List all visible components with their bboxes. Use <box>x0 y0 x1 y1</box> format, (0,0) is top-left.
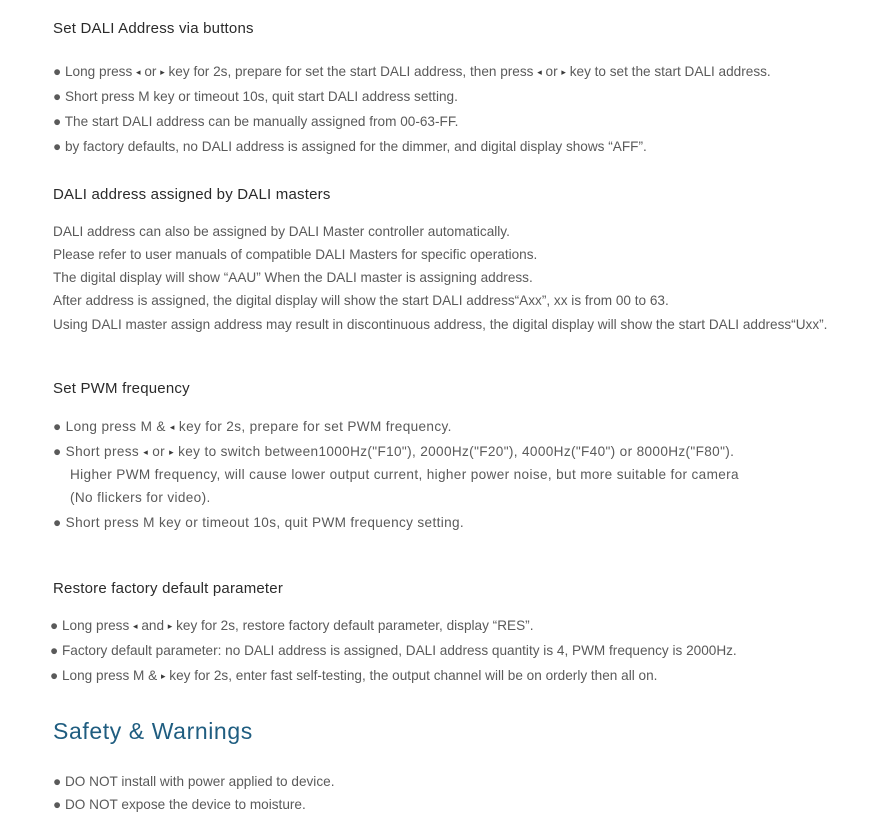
dali-masters-line-2: Please refer to user manuals of compatible DALI Masters for specific operations. <box>53 247 538 262</box>
dali-buttons-bullet-2: ● Short press M key or timeout 10s, quit start DALI address setting. <box>53 89 458 104</box>
dali-masters-line-1: DALI address can also be assigned by DALI Master controller automatically. <box>53 224 510 239</box>
dali-buttons-bullet-4: ● by factory defaults, no DALI address is assigned for the dimmer, and digital display shows “AFF”. <box>53 139 647 154</box>
heading-pwm: Set PWM frequency <box>53 380 190 397</box>
left-arrow-icon: ◂ <box>537 67 542 77</box>
right-arrow-icon: ▸ <box>167 621 173 631</box>
pwm-bullet-3: ● Short press M key or timeout 10s, quit PWM frequency setting. <box>53 515 465 530</box>
restore-bullet-1: ● Long press ◂ and ▸ key for 2s, restore factory default parameter, display “RES”. <box>50 618 534 633</box>
right-arrow-icon: ▸ <box>160 671 166 681</box>
dali-masters-line-5: Using DALI master assign address may result in discontinuous address, the digital display will show the start DALI address“Uxx”. <box>53 317 828 332</box>
dali-buttons-bullet-1: ● Long press ◂ or ▸ key for 2s, prepare for set the start DALI address, then press ◂ or ▸ key to set the start DALI address. <box>53 64 771 79</box>
heading-dali-buttons: Set DALI Address via buttons <box>53 20 254 37</box>
right-arrow-icon: ▸ <box>169 447 174 457</box>
pwm-bullet-2-continuation-2: (No flickers for video). <box>70 490 211 505</box>
left-arrow-icon: ◂ <box>136 67 141 77</box>
dali-masters-line-4: After address is assigned, the digital display will show the start DALI address“Axx”, xx is from 00 to 63. <box>53 293 669 308</box>
heading-dali-masters: DALI address assigned by DALI masters <box>53 186 331 203</box>
restore-bullet-3: ● Long press M & ▸ key for 2s, enter fast self-testing, the output channel will be on orderly then all on. <box>50 668 658 683</box>
heading-restore: Restore factory default parameter <box>53 580 284 597</box>
safety-bullet-2: ● DO NOT expose the device to moisture. <box>53 797 306 812</box>
heading-safety-warnings: Safety & Warnings <box>53 718 253 744</box>
pwm-bullet-1: ● Long press M & ◂ key for 2s, prepare for set PWM frequency. <box>53 419 452 434</box>
left-arrow-icon: ◂ <box>169 422 175 432</box>
safety-bullet-1: ● DO NOT install with power applied to device. <box>53 774 335 789</box>
right-arrow-icon: ▸ <box>160 67 165 77</box>
dali-masters-line-3: The digital display will show “AAU” When the DALI master is assigning address. <box>53 270 533 285</box>
left-arrow-icon: ◂ <box>143 447 149 457</box>
pwm-bullet-2: ● Short press ◂ or ▸ key to switch between1000Hz("F10"), 2000Hz("F20"), 4000Hz("F40") or 8000Hz("F80"). <box>53 444 735 459</box>
dali-buttons-bullet-3: ● The start DALI address can be manually assigned from 00-63-FF. <box>53 114 459 129</box>
left-arrow-icon: ◂ <box>133 621 138 631</box>
restore-bullet-2: ● Factory default parameter: no DALI address is assigned, DALI address quantity is 4, PWM frequency is 2000Hz. <box>50 643 737 658</box>
pwm-bullet-2-continuation-1: Higher PWM frequency, will cause lower output current, higher power noise, but more suitable for camera <box>70 467 739 482</box>
right-arrow-icon: ▸ <box>561 67 566 77</box>
